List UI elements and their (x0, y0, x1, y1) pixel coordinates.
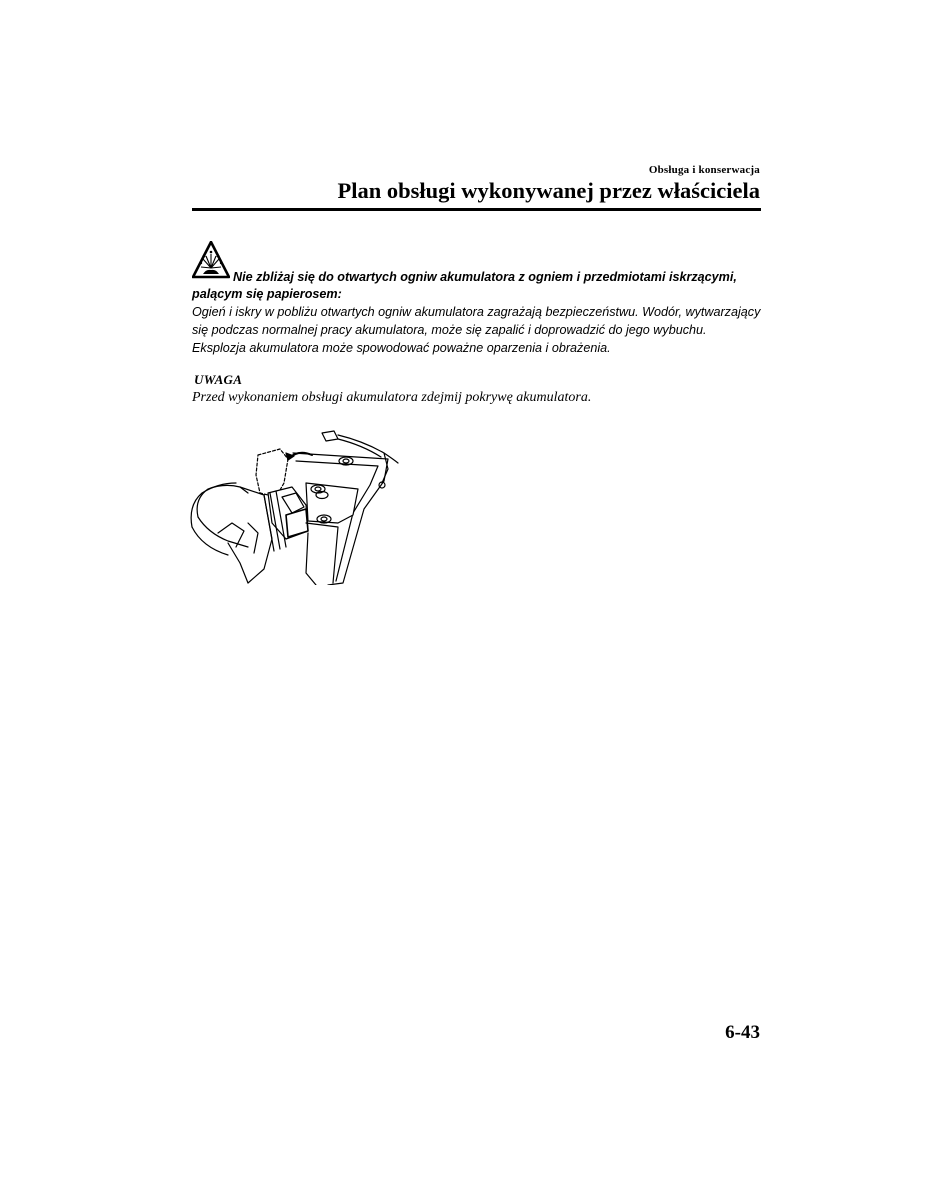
warning-heading (192, 241, 762, 303)
warning-heading-line1: Nie zbliżaj się do otwartych ogniw akumulatora z ogniem i przedmiotami iskrzącymi, (233, 270, 737, 284)
note-title: UWAGA (194, 372, 243, 387)
note-text: Przed wykonaniem obsługi akumulatora zdejmij pokrywę akumulatora. (192, 390, 592, 405)
section-label: Obsługa i konserwacja (648, 164, 760, 176)
warning-body: Ogień i iskry w pobliżu otwartych ogniw akumulatora zagrażają bezpieczeństwu. Wodór, wytwarzający się podczas normalnej pracy akumulatora, może się zapalić i doprowadzić do jego wybuchu. Eksplozja akumulatora może spowodować poważne oparzenia i obrażenia. (192, 305, 761, 355)
explosion-warning-icon (192, 241, 230, 279)
warning-heading-line2: palącym się papierosem: (192, 287, 342, 301)
page-number: 6-43 (725, 1022, 760, 1043)
warning-block (192, 241, 762, 357)
battery-cover-removal-illustration (188, 423, 414, 585)
title-rule (192, 208, 761, 211)
note-block (192, 372, 762, 406)
page-title: Plan obsługi wykonywanej przez właściciela (337, 178, 760, 203)
